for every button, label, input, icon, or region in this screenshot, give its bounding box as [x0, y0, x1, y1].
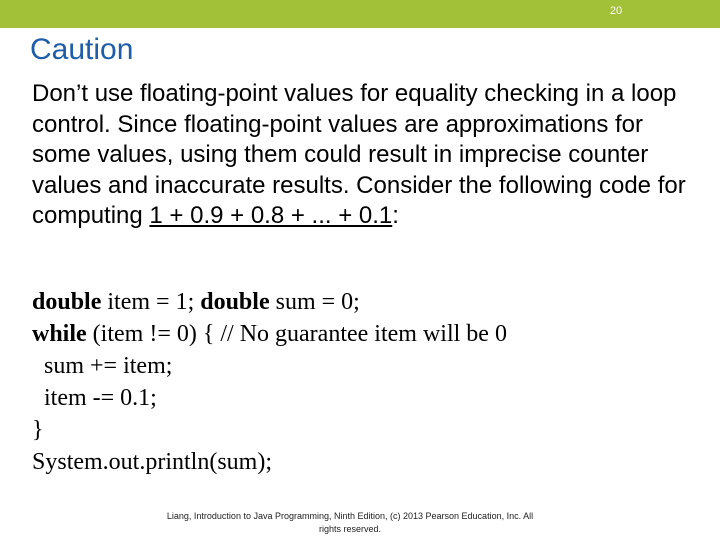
footer-copyright: [130, 510, 570, 536]
slide-title: Caution: [30, 33, 134, 66]
code-line-6: System.out.println(sum);: [32, 449, 272, 475]
code-line-4: item -= 0.1;: [32, 385, 157, 411]
body-ending: :: [392, 202, 399, 229]
keyword-double: double: [32, 289, 102, 315]
code-text: (item != 0) { // No guarantee item will be 0: [86, 321, 507, 347]
keyword-while: while: [32, 321, 87, 347]
code-line-3: sum += item;: [32, 353, 173, 379]
sum-expression: 1 + 0.9 + 0.8 + ... + 0.1: [149, 202, 393, 229]
code-line-1: [32, 286, 692, 318]
body-paragraph: [32, 79, 708, 232]
keyword-double: double: [200, 289, 270, 315]
code-text: sum = 0;: [269, 289, 360, 315]
footer-line-2: rights reserved.: [318, 524, 382, 534]
body-intro: Don’t use floating-point values for equality checking in a loop control. Since floating-point values are approximations for some values, using them could result in imprecise counter values and inaccurate results. Consider the following code for computing: [32, 80, 686, 229]
footer-line-1: Liang, Introduction to Java Programming, Ninth Edition, (c) 2013 Pearson Education, Inc. All: [166, 511, 534, 521]
code-text: item = 1;: [101, 289, 201, 315]
code-line-2: [32, 318, 692, 350]
top-bar: [0, 0, 720, 28]
code-block: [32, 286, 692, 478]
page-number: 20: [609, 5, 623, 17]
code-line-5: }: [32, 417, 44, 443]
